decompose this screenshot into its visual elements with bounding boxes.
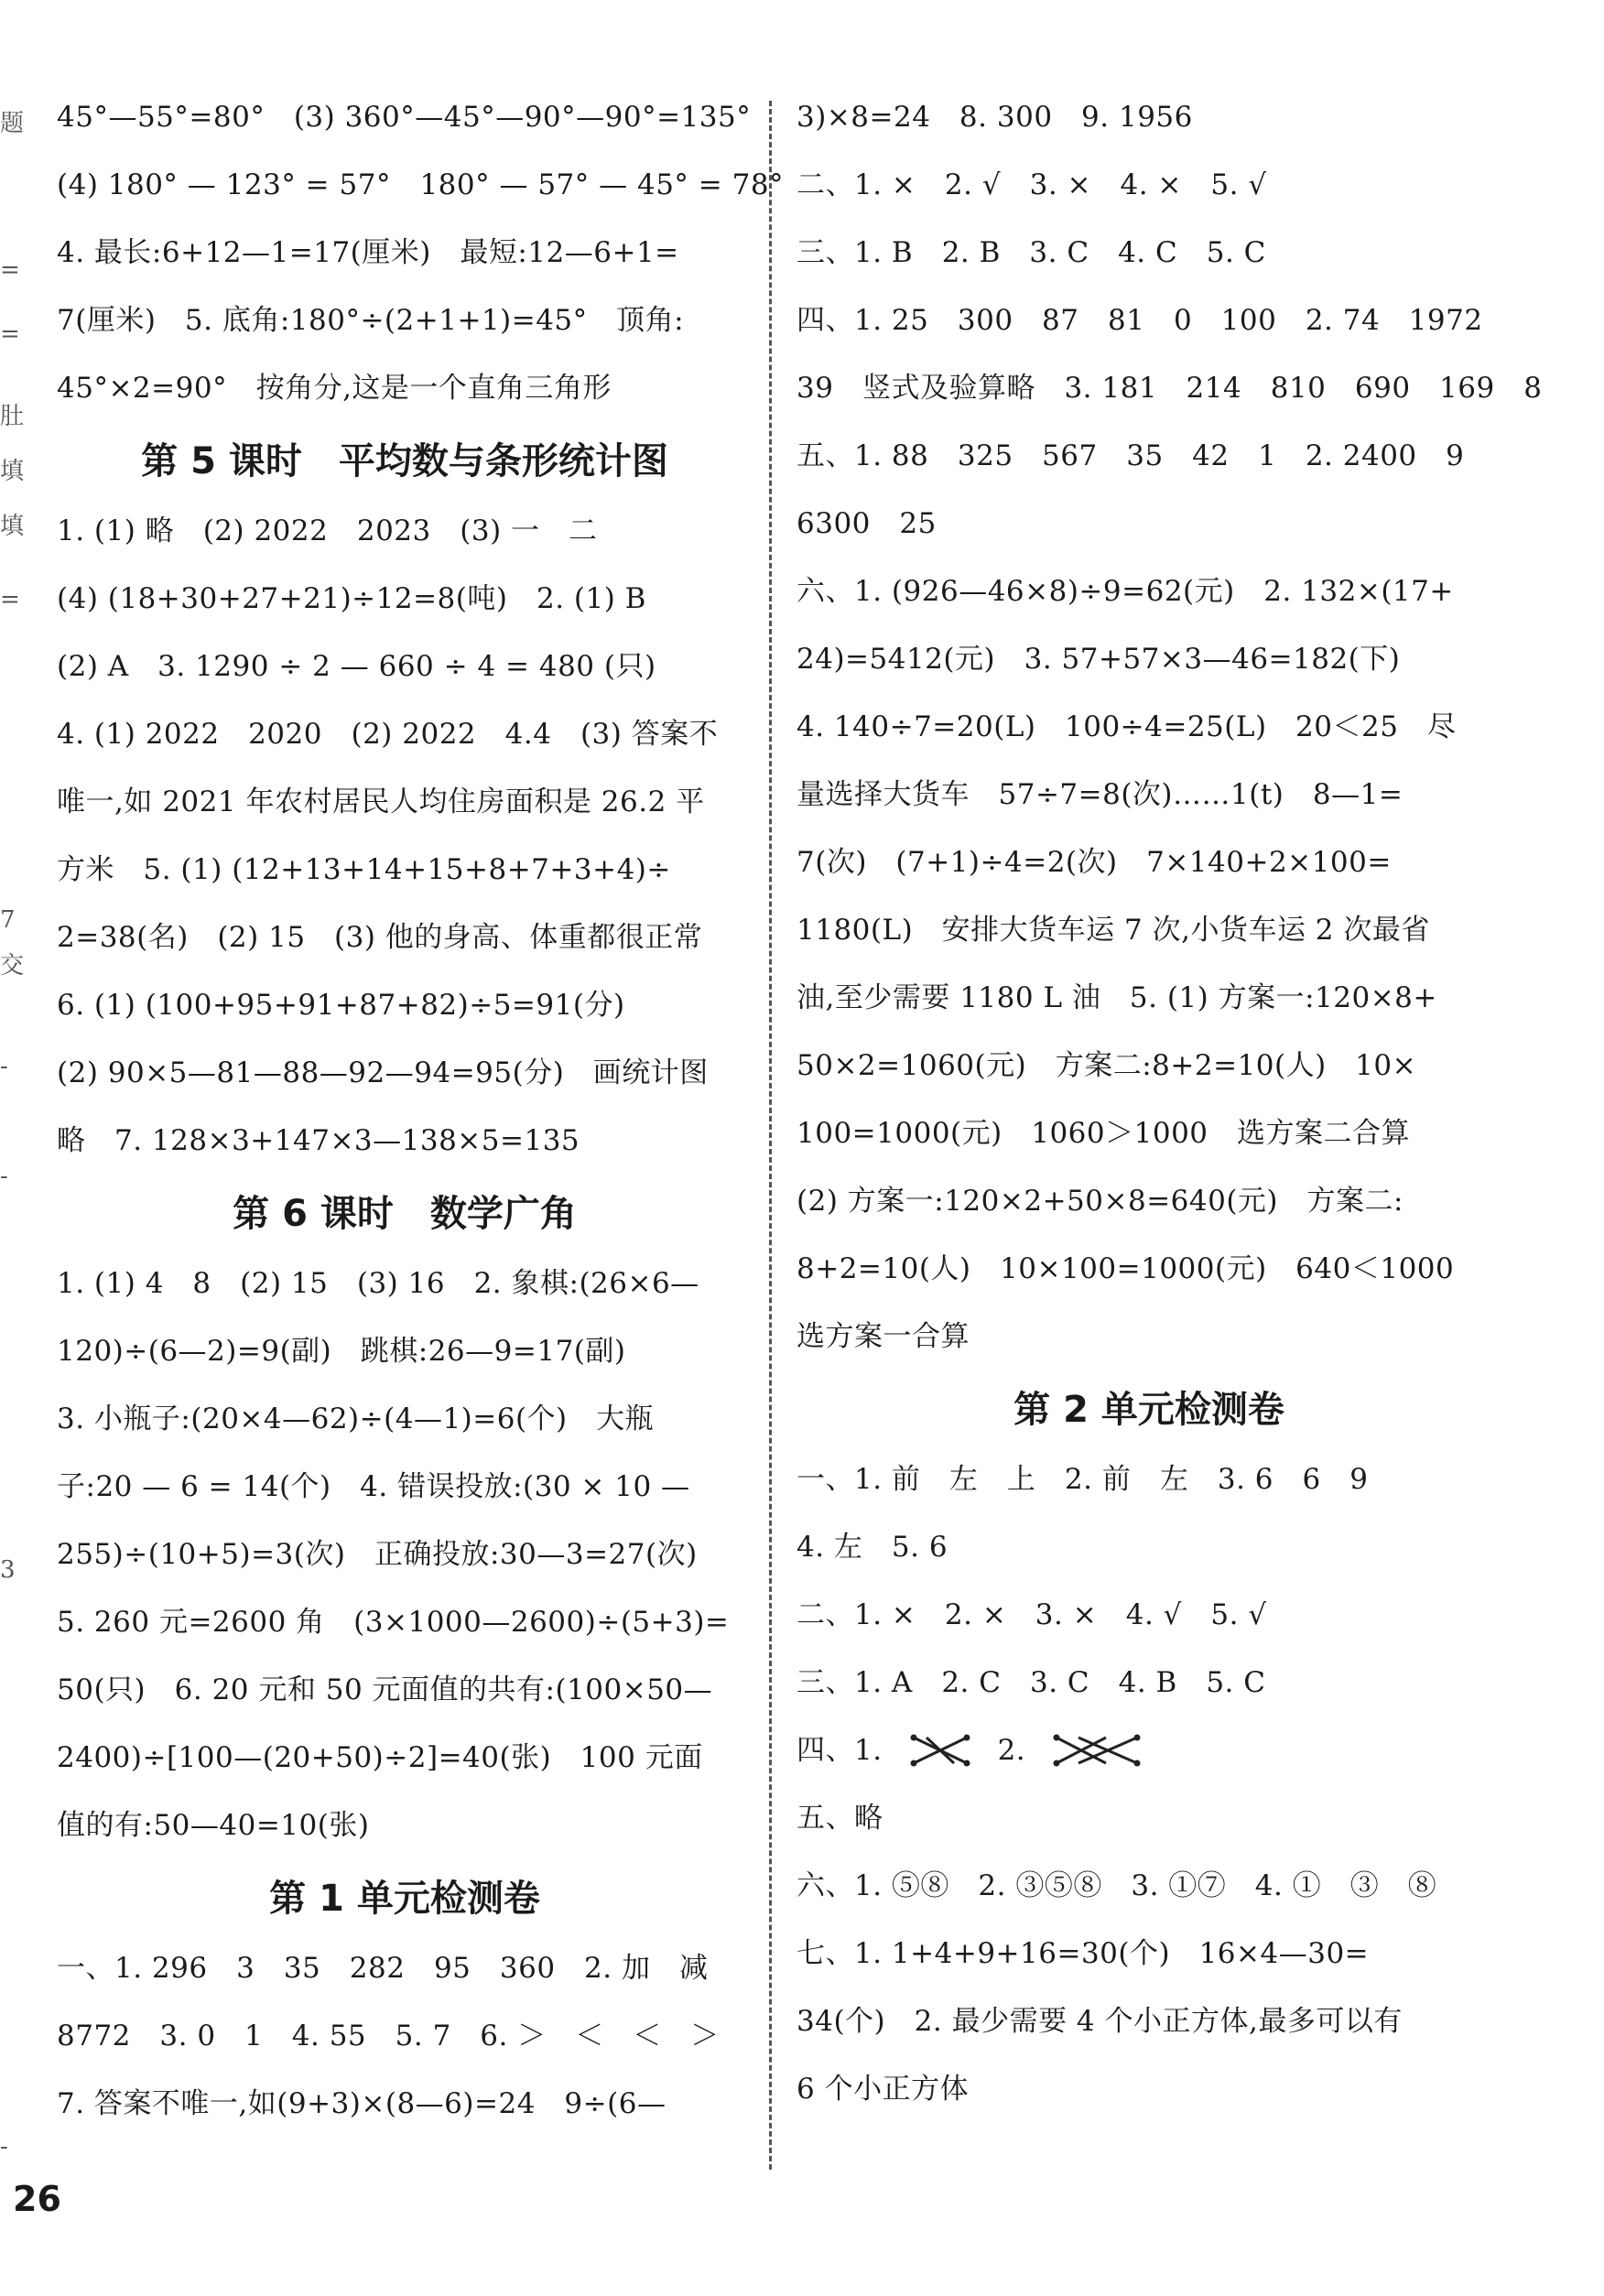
answer-line: 六、1. ⑤⑧ 2. ③⑤⑧ 3. ①⑦ 4. ① ③ ⑧ xyxy=(797,1869,1437,1902)
binding-edge-mark: 肚 xyxy=(0,403,25,430)
page-number: 26 xyxy=(13,2179,61,2219)
answer-line: 三、1. A 2. C 3. C 4. B 5. C xyxy=(797,1666,1266,1699)
binding-edge-mark: 题 xyxy=(0,110,25,137)
answer-line: 1. (1) 略 (2) 2022 2023 (3) 一 二 xyxy=(57,514,598,547)
answer-line: 四、1. 25 300 87 81 0 100 2. 74 1972 xyxy=(797,304,1483,337)
binding-edge-mark: - xyxy=(0,2133,8,2161)
section-heading: 第 6 课时 数学广角 xyxy=(233,1193,577,1235)
answer-line: 2400)÷[100—(20+50)÷2]=40(张) 100 元面 xyxy=(57,1741,703,1774)
answer-line: 120)÷(6—2)=9(副) 跳棋:26—9=17(副) xyxy=(57,1335,626,1368)
answer-line: 4. 最长:6+12—1=17(厘米) 最短:12—6+1= xyxy=(57,236,679,269)
matching-lines-icon xyxy=(908,1732,972,1769)
binding-edge-mark: - xyxy=(0,1163,8,1190)
answer-line: 子:20 — 6 = 14(个) 4. 错误投放:(30 × 10 — xyxy=(57,1470,690,1503)
answer-line: 油,至少需要 1180 L 油 5. (1) 方案一:120×8+ xyxy=(797,981,1437,1014)
binding-edge-mark: 填 xyxy=(0,458,25,485)
answer-line: 值的有:50—40=10(张) xyxy=(57,1809,370,1842)
answer-line: 一、1. 前 左 上 2. 前 左 3. 6 6 9 xyxy=(797,1463,1369,1496)
answer-line: 45°×2=90° 按角分,这是一个直角三角形 xyxy=(57,372,612,405)
answer-line: 7. 答案不唯一,如(9+3)×(8—6)=24 9÷(6— xyxy=(57,2087,667,2120)
answer-line: 6 个小正方体 xyxy=(797,2073,970,2106)
answer-line: 8772 3. 0 1 4. 55 5. 7 6. ＞ ＜ ＜ ＞ xyxy=(57,2020,720,2052)
answer-line: 4. 左 5. 6 xyxy=(797,1531,948,1564)
answer-line: 三、1. B 2. B 3. C 4. C 5. C xyxy=(797,236,1266,269)
answer-line: 五、略 xyxy=(797,1802,883,1835)
answer-line: 一、1. 296 3 35 282 95 360 2. 加 减 xyxy=(57,1952,709,1985)
answer-line: 7(次) (7+1)÷4=2(次) 7×140+2×100= xyxy=(797,846,1392,879)
matching-answer-line xyxy=(797,1734,1501,1767)
answer-line: (4) (18+30+27+21)÷12=8(吨) 2. (1) B xyxy=(57,582,646,615)
binding-edge-mark: - xyxy=(0,1053,8,1080)
answer-line: 3)×8=24 8. 300 9. 1956 xyxy=(797,101,1193,134)
section-heading: 第 2 单元检测卷 xyxy=(1013,1389,1284,1431)
answer-line: 六、1. (926—46×8)÷9=62(元) 2. 132×(17+ xyxy=(797,575,1454,608)
binding-edge-mark: = xyxy=(0,586,20,613)
answer-line: (4) 180° — 123° = 57° 180° — 57° — 45° = 78° xyxy=(57,168,785,201)
answer-line: 1. (1) 4 8 (2) 15 (3) 16 2. 象棋:(26×6— xyxy=(57,1267,699,1300)
answer-line: 选方案一合算 xyxy=(797,1320,970,1353)
binding-edge-mark: = xyxy=(0,320,20,348)
answer-line: 唯一,如 2021 年农村居民人均住房面积是 26.2 平 xyxy=(57,785,705,818)
answer-line: (2) 方案一:120×2+50×8=640(元) 方案二: xyxy=(797,1185,1404,1218)
answer-line: 5. 260 元=2600 角 (3×1000—2600)÷(5+3)= xyxy=(57,1606,730,1639)
answer-line: 39 竖式及验算略 3. 181 214 810 690 169 8 xyxy=(797,372,1543,405)
binding-edge-mark: 交 xyxy=(0,952,25,980)
binding-edge-mark: 3 xyxy=(0,1556,16,1584)
answer-line: 七、1. 1+4+9+16=30(个) 16×4—30= xyxy=(797,1937,1370,1970)
answer-line: 2=38(名) (2) 15 (3) 他的身高、体重都很正常 xyxy=(57,921,703,954)
column-divider xyxy=(769,101,772,2170)
answer-line: 五、1. 88 325 567 35 42 1 2. 2400 9 xyxy=(797,439,1465,472)
binding-edge-mark: = xyxy=(0,256,20,284)
answer-line: 7(厘米) 5. 底角:180°÷(2+1+1)=45° 顶角: xyxy=(57,304,685,337)
answer-line: 50(只) 6. 20 元和 50 元面值的共有:(100×50— xyxy=(57,1673,713,1706)
answer-line: 二、1. × 2. √ 3. × 4. × 5. √ xyxy=(797,168,1267,201)
matching-lines-icon xyxy=(1051,1732,1143,1769)
answer-line: 8+2=10(人) 10×100=1000(元) 640＜1000 xyxy=(797,1252,1455,1285)
answer-line: 100=1000(元) 1060＞1000 选方案二合算 xyxy=(797,1117,1411,1150)
section-heading: 第 1 单元检测卷 xyxy=(269,1878,540,1920)
answer-line: 50×2=1060(元) 方案二:8+2=10(人) 10× xyxy=(797,1049,1417,1082)
answer-line: 4. 140÷7=20(L) 100÷4=25(L) 20＜25 尽 xyxy=(797,710,1457,743)
answer-line: 1180(L) 安排大货车运 7 次,小货车运 2 次最省 xyxy=(797,914,1430,947)
section-heading: 第 5 课时 平均数与条形统计图 xyxy=(141,440,668,482)
answer-line: 6. (1) (100+95+91+87+82)÷5=91(分) xyxy=(57,989,625,1022)
answer-line: 45°—55°=80° (3) 360°—45°—90°—90°=135° xyxy=(57,101,752,134)
left-column xyxy=(57,101,785,2155)
answer-label: 四、1. xyxy=(797,1734,883,1767)
answer-label: 2. xyxy=(997,1734,1026,1767)
right-column xyxy=(797,101,1543,2140)
binding-edge-mark: 填 xyxy=(0,513,25,540)
answer-line: 量选择大货车 57÷7=8(次)……1(t) 8—1= xyxy=(797,778,1404,811)
binding-edge-mark: 7 xyxy=(0,906,16,934)
answer-line: 二、1. × 2. × 3. × 4. √ 5. √ xyxy=(797,1598,1267,1631)
answer-line: (2) A 3. 1290 ÷ 2 — 660 ÷ 4 = 480 (只) xyxy=(57,650,656,683)
answer-line: 方米 5. (1) (12+13+14+15+8+7+3+4)÷ xyxy=(57,853,671,886)
answer-line: 3. 小瓶子:(20×4—62)÷(4—1)=6(个) 大瓶 xyxy=(57,1403,655,1435)
answer-line: 6300 25 xyxy=(797,507,937,540)
answer-line: 255)÷(10+5)=3(次) 正确投放:30—3=27(次) xyxy=(57,1538,698,1571)
answer-line: 4. (1) 2022 2020 (2) 2022 4.4 (3) 答案不 xyxy=(57,718,719,751)
answer-line: 略 7. 128×3+147×3—138×5=135 xyxy=(57,1124,580,1157)
answer-line: 34(个) 2. 最少需要 4 个小正方体,最多可以有 xyxy=(797,2005,1403,2038)
answer-line: (2) 90×5—81—88—92—94=95(分) 画统计图 xyxy=(57,1056,709,1089)
answer-line: 24)=5412(元) 3. 57+57×3—46=182(下) xyxy=(797,643,1401,676)
